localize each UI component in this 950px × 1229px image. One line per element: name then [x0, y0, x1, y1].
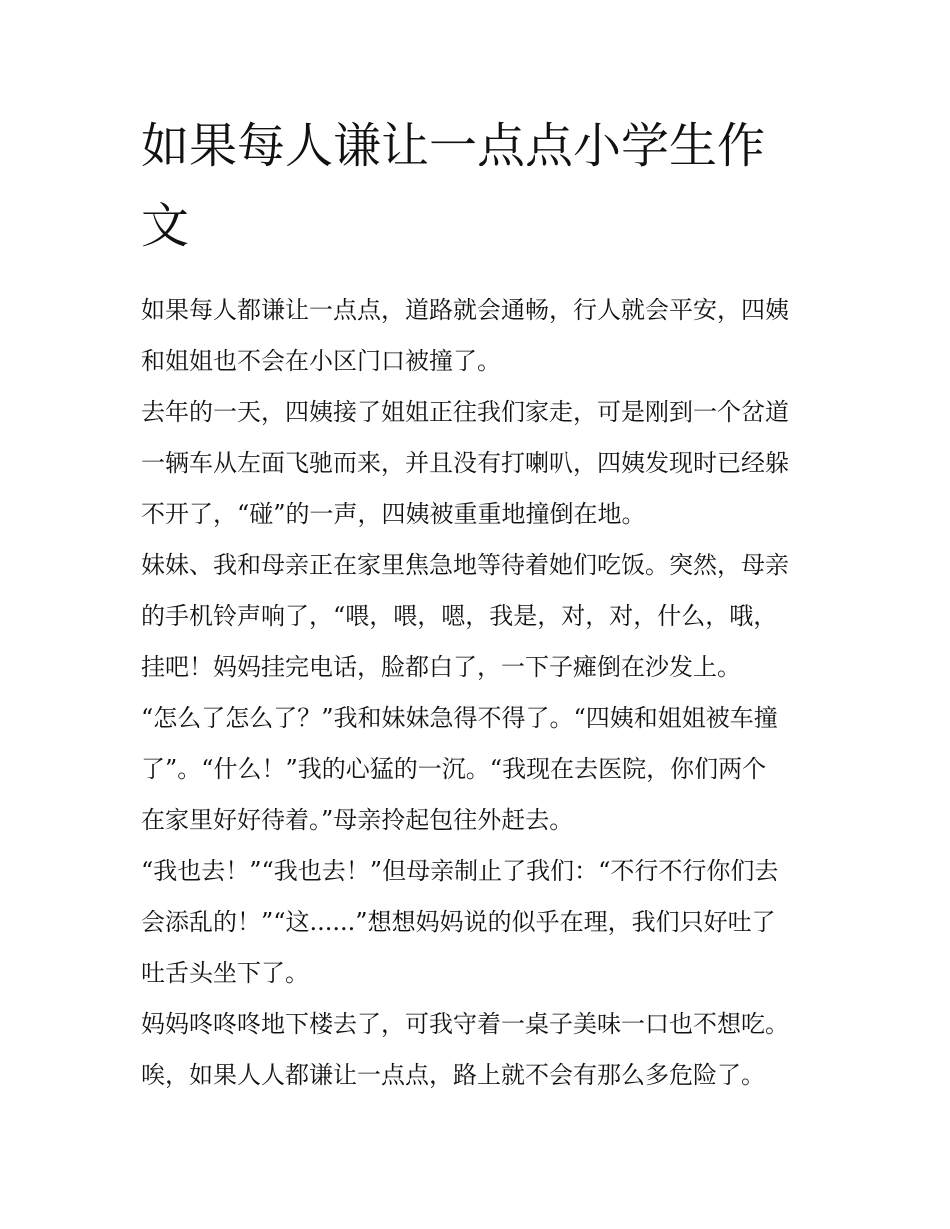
title-line: 如果每人谦让一点点小学生作 [141, 118, 766, 174]
body-line: 妹妹、我和母亲正在家里焦急地等待着她们吃饭。突然，母亲 [141, 551, 789, 579]
document-body [141, 285, 813, 1101]
document-page [141, 106, 813, 1101]
body-line: 不开了，“碰”的一声，四姨被重重地撞倒在地。 [141, 500, 646, 528]
body-line: 挂吧！妈妈挂完电话，脸都白了，一下子瘫倒在沙发上。 [141, 653, 741, 681]
body-line: 在家里好好待着。”母亲拎起包往外赶去。 [141, 806, 574, 834]
body-line: 了”。“什么！”我的心猛的一沉。“我现在去医院，你们两个 [141, 755, 767, 783]
body-line: 如果每人都谦让一点点，道路就会通畅，行人就会平安，四姨 [141, 296, 789, 324]
body-line: 一辆车从左面飞驰而来，并且没有打喇叭，四姨发现时已经躲 [141, 449, 789, 477]
body-line: 去年的一天，四姨接了姐姐正往我们家走，可是刚到一个岔道 [141, 398, 789, 426]
body-line: “怎么了怎么了？”我和妹妹急得不得了。“四姨和姐姐被车撞 [141, 704, 778, 732]
body-line: 吐舌头坐下了。 [141, 959, 309, 987]
body-line: 的手机铃声响了，“喂，喂，嗯，我是，对，对，什么，哦， [141, 602, 778, 630]
body-line: 会添乱的！”“这......”想想妈妈说的似乎在理，我们只好吐了 [141, 908, 776, 936]
title-line: 文 [141, 198, 190, 254]
body-line: 妈妈咚咚咚地下楼去了，可我守着一桌子美味一口也不想吃。 [141, 1010, 789, 1038]
body-line: “我也去！”“我也去！”但母亲制止了我们：“不行不行你们去 [141, 857, 779, 885]
document-title [141, 106, 813, 266]
body-line: 和姐姐也不会在小区门口被撞了。 [141, 347, 501, 375]
body-line: 唉，如果人人都谦让一点点，路上就不会有那么多危险了。 [141, 1061, 765, 1089]
